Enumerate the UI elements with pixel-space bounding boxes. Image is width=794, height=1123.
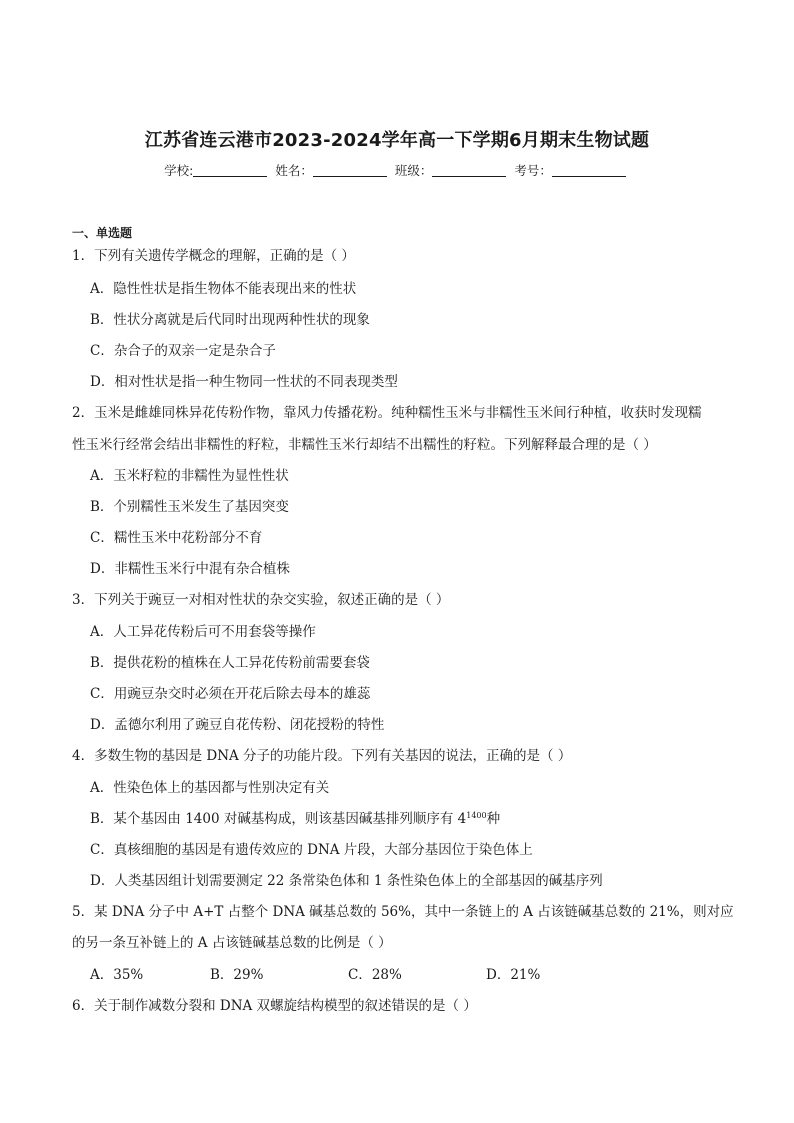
section-heading: 一、单选题 <box>72 226 133 240</box>
school-blank[interactable] <box>193 164 267 177</box>
question-1-stem: 1．下列有关遗传学概念的理解，正确的是（ ） <box>72 248 355 264</box>
question-5-option-a[interactable]: A．35% <box>90 967 144 983</box>
question-4-option-b[interactable] <box>90 809 500 829</box>
question-5-options <box>90 965 710 985</box>
question-4-option-a[interactable]: A．性染色体上的基因都与性别决定有关 <box>90 780 330 796</box>
question-2-stem-continued: 性玉米行经常会结出非糯性的籽粒，非糯性玉米行却结不出糯性的籽粒。下列解释最合理的是（ ） <box>72 437 657 453</box>
question-5-stem-continued: 的另一条互补链上的 A 占该链碱基总数的比例是（ ） <box>72 935 392 951</box>
question-4-option-b-exponent: 1400 <box>466 811 487 820</box>
question-3-option-d[interactable]: D．孟德尔利用了豌豆自花传粉、闭花授粉的特性 <box>90 717 385 733</box>
school-label: 学校: <box>164 163 194 178</box>
class-label: 班级： <box>394 163 433 178</box>
exam-number-label: 考号： <box>514 163 552 178</box>
question-5-option-d[interactable]: D．21% <box>486 967 541 983</box>
question-5-option-c[interactable]: C．28% <box>348 967 402 983</box>
question-1-option-b[interactable]: B．性状分离就是后代同时出现两种性状的现象 <box>90 312 370 328</box>
question-4-option-c[interactable]: C．真核细胞的基因是有遗传效应的 DNA 片段，大部分基因位于染色体上 <box>90 842 533 858</box>
question-1-option-c[interactable]: C．杂合子的双亲一定是杂合子 <box>90 343 276 359</box>
question-2-option-a[interactable]: A．玉米籽粒的非糯性为显性性状 <box>90 468 289 484</box>
question-1-option-a[interactable]: A．隐性性状是指生物体不能表现出来的性状 <box>90 281 357 297</box>
question-3-stem: 3．下列关于豌豆一对相对性状的杂交实验，叙述正确的是（ ） <box>72 592 450 608</box>
question-3-option-a[interactable]: A．人工异花传粉后可不用套袋等操作 <box>90 624 316 640</box>
name-label: 姓名： <box>275 163 313 178</box>
question-4-option-b-text: B．某个基因由 1400 对碱基构成，则该基因碱基排列顺序有 4 <box>90 811 467 827</box>
page-title: 江苏省连云港市2023-2024学年高一下学期6月期末生物试题 <box>144 130 650 151</box>
question-4-option-b-suffix: 种 <box>486 811 501 827</box>
name-blank[interactable] <box>313 164 387 177</box>
question-5-option-b[interactable]: B．29% <box>210 967 264 983</box>
student-info-line <box>0 161 794 179</box>
exam-number-blank[interactable] <box>552 164 626 177</box>
question-4-option-d[interactable]: D．人类基因组计划需要测定 22 条常染色体和 1 条性染色体上的全部基因的碱基序列 <box>90 873 603 889</box>
class-blank[interactable] <box>432 164 506 177</box>
question-5-stem: 5．某 DNA 分子中 A+T 占整个 DNA 碱基总数的 56%，其中一条链上的 A 占该链碱基总数的 21%，则对应 <box>72 904 734 920</box>
question-3-option-b[interactable]: B．提供花粉的植株在人工异花传粉前需要套袋 <box>90 655 370 671</box>
question-4-stem: 4．多数生物的基因是 DNA 分子的功能片段。下列有关基因的说法，正确的是（ ） <box>72 748 572 764</box>
question-2-option-c[interactable]: C．糯性玉米中花粉部分不育 <box>90 530 263 546</box>
question-2-option-d[interactable]: D．非糯性玉米行中混有杂合植株 <box>90 561 290 577</box>
question-2-stem: 2．玉米是雌雄同株异花传粉作物，靠风力传播花粉。纯种糯性玉米与非糯性玉米间行种植，收获时发现糯 <box>72 405 702 421</box>
question-3-option-c[interactable]: C．用豌豆杂交时必须在开花后除去母本的雄蕊 <box>90 686 371 702</box>
question-6-stem: 6．关于制作减数分裂和 DNA 双螺旋结构模型的叙述错误的是（ ） <box>72 998 477 1014</box>
question-1-option-d[interactable]: D．相对性状是指一种生物同一性状的不同表现类型 <box>90 374 398 390</box>
question-2-option-b[interactable]: B．个别糯性玉米发生了基因突变 <box>90 499 289 515</box>
